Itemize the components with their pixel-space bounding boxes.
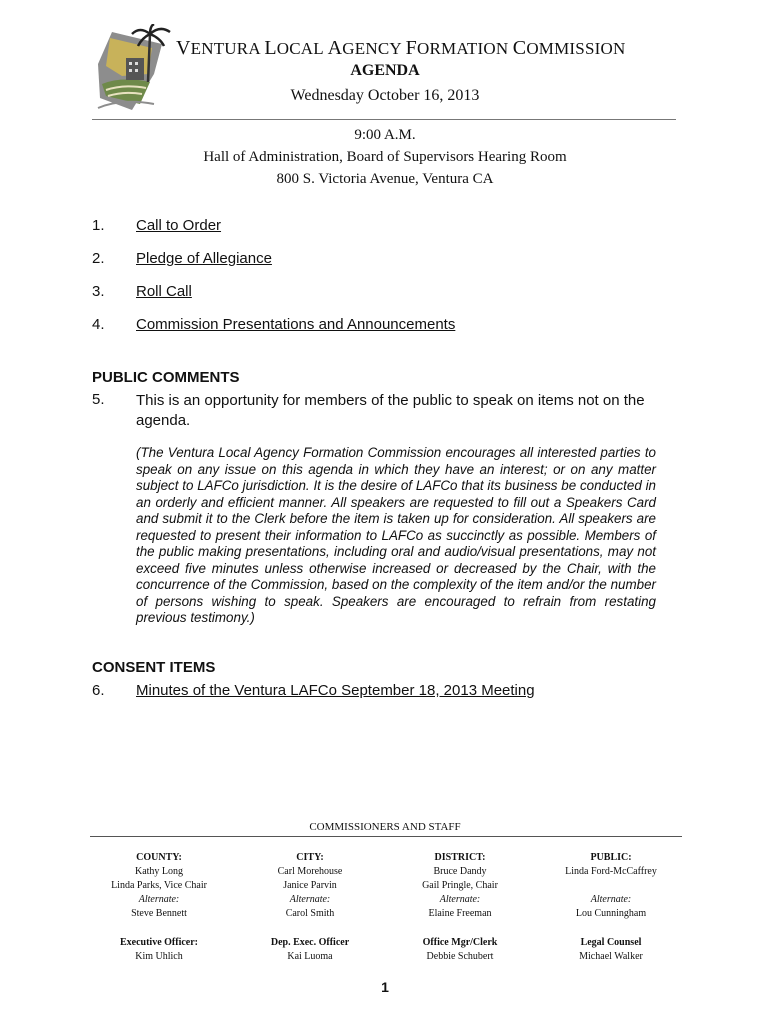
- org-title-word: AGENCY: [327, 37, 406, 59]
- role-title: Executive Officer:: [119, 937, 199, 948]
- org-title-word: COMMISSION: [512, 37, 626, 59]
- item-minutes: Minutes of the Ventura LAFCo September 18, 2013 Meeting: [136, 682, 535, 699]
- role-name: Kai Luoma: [287, 951, 333, 962]
- commissioner-name: Linda Ford-McCaffrey: [565, 866, 657, 877]
- item-number: 1.: [92, 217, 105, 234]
- item-number: 4.: [92, 316, 105, 333]
- alternate-name: Lou Cunningham: [575, 908, 647, 919]
- item-pledge-of-allegiance: Pledge of Allegiance: [136, 250, 272, 267]
- alternate-label: Alternate:: [289, 894, 331, 905]
- role-executive-officer: [84, 936, 234, 964]
- item-roll-call: Roll Call: [136, 283, 192, 300]
- item-commission-presentations: Commission Presentations and Announcements: [136, 316, 456, 333]
- header-divider: [92, 119, 676, 120]
- staff-column-public: [536, 851, 686, 921]
- alternate-label: Alternate:: [138, 894, 180, 905]
- public-comments-note: (The Ventura Local Agency Formation Commission encourages all interested parties to speak on any issue on this agenda in which they have an interest; or on any matter subject to LAFCo jurisdiction. It is the desire of LAFCo that its business be conducted in an orderly and efficient manner. All speakers are requested to fill out a Speakers Card and submit it to the Clerk before the item is taken up for consideration. All speakers are requested to present their information to LAFCo as succinctly as possible. Members of the public making presentations, including oral and audio/visual presentations, may not exceed five minutes unless otherwise increased or decreased by the Chair, with the concurrence of the Commission, based on the complexity of the item and/or the number of persons wishing to speak. Speakers are encouraged to refrain from restating previous testimony.): [136, 445, 656, 625]
- role-dep-exec-officer: [235, 936, 385, 964]
- alternate-name: Elaine Freeman: [428, 908, 492, 919]
- organization-title: [176, 37, 625, 60]
- commissioner-name: Janice Parvin: [283, 880, 337, 891]
- page-number: 1: [381, 979, 389, 995]
- item-number: 6.: [92, 682, 105, 699]
- staff-column-district: [385, 851, 535, 921]
- commissioner-name: Linda Parks, Vice Chair: [111, 880, 207, 891]
- role-legal-counsel: [536, 936, 686, 964]
- meeting-time: 9:00 A.M.: [354, 127, 416, 143]
- alternate-name: Steve Bennett: [131, 908, 187, 919]
- staff-column-city: [235, 851, 385, 921]
- alternate-label: Alternate:: [590, 894, 632, 905]
- org-title-word: LOCAL: [264, 37, 328, 59]
- item-number: 3.: [92, 283, 105, 300]
- meeting-date: Wednesday October 16, 2013: [290, 87, 480, 104]
- item-number: 5.: [92, 391, 105, 408]
- public-comments-text: This is an opportunity for members of the public to speak on items not on the agenda.: [136, 392, 645, 429]
- staff-column-county: [84, 851, 234, 921]
- item-number: 2.: [92, 250, 105, 267]
- commissioner-name: [536, 879, 686, 893]
- commissioner-name: Carl Morehouse: [277, 866, 343, 877]
- column-title: DISTRICT:: [434, 852, 486, 863]
- column-title: PUBLIC:: [590, 852, 632, 863]
- agenda-title: AGENDA: [350, 62, 420, 79]
- meeting-address: 800 S. Victoria Avenue, Ventura CA: [276, 171, 494, 187]
- staff-divider: [90, 836, 682, 837]
- public-comments-heading: PUBLIC COMMENTS: [92, 369, 240, 386]
- commissioner-name: Gail Pringle, Chair: [422, 880, 498, 891]
- role-name: Kim Uhlich: [135, 951, 183, 962]
- item-call-to-order: Call to Order: [136, 217, 222, 234]
- column-title: COUNTY:: [136, 852, 182, 863]
- meeting-location: Hall of Administration, Board of Supervisors Hearing Room: [203, 149, 567, 165]
- role-title: Dep. Exec. Officer: [270, 937, 350, 948]
- role-name: Debbie Schubert: [426, 951, 494, 962]
- role-title: Office Mgr/Clerk: [422, 937, 498, 948]
- org-title-word: VENTURA: [176, 37, 265, 59]
- alternate-name: Carol Smith: [285, 908, 335, 919]
- column-title: CITY:: [296, 852, 324, 863]
- consent-items-heading: CONSENT ITEMS: [92, 659, 216, 676]
- staff-heading: COMMISSIONERS AND STAFF: [309, 821, 461, 833]
- role-name: Michael Walker: [579, 951, 643, 962]
- commissioner-name: Kathy Long: [134, 866, 184, 877]
- alternate-label: Alternate:: [439, 894, 481, 905]
- org-title-word: FORMATION: [405, 37, 513, 59]
- commissioner-name: Bruce Dandy: [433, 866, 487, 877]
- role-title: Legal Counsel: [580, 937, 642, 948]
- role-office-mgr-clerk: [385, 936, 535, 964]
